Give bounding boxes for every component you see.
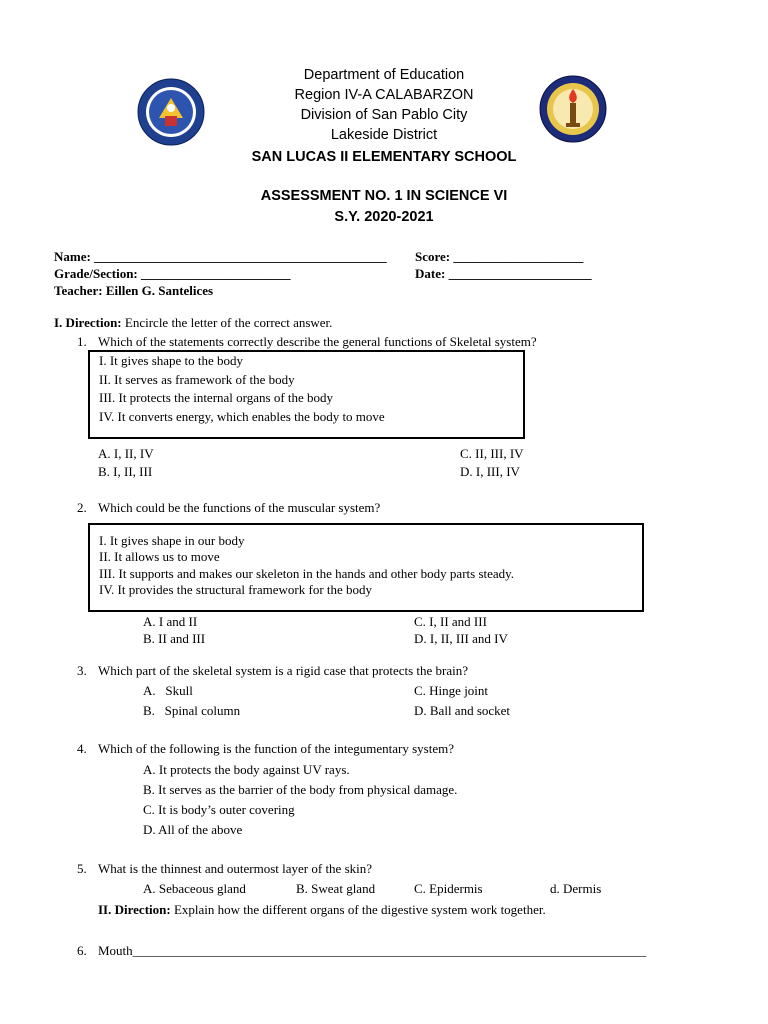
q6-number: 6. — [77, 943, 87, 958]
q3-choice-c: C. Hinge joint — [414, 683, 489, 698]
q4-choice-d: D. All of the above — [143, 822, 243, 837]
name-field: Name: _____________________________________________ — [54, 249, 387, 264]
q1-statement: IV. It converts energy, which enables the body to move — [99, 409, 385, 424]
q3-number: 3. — [77, 663, 87, 678]
q1-statement: III. It protects the internal organs of the body — [99, 390, 334, 405]
q1-choice-a: A. I, II, IV — [98, 446, 154, 461]
q2-choice-b: B. II and III — [143, 631, 206, 646]
q5-number: 5. — [77, 861, 87, 876]
q4-number: 4. — [77, 741, 87, 756]
header-school: SAN LUCAS II ELEMENTARY SCHOOL — [251, 149, 517, 165]
teacher-field: Teacher: Eillen G. Santelices — [54, 283, 214, 298]
q1-choice-d: D. I, III, IV — [460, 464, 520, 479]
header-region: Region IV-A CALABARZON — [294, 87, 474, 103]
part2-text: Explain how the different organs of the digestive system work together. — [170, 902, 546, 917]
part2-direction — [98, 902, 546, 918]
q3-choice-d: D. Ball and socket — [414, 703, 511, 718]
q2-statement: I. It gives shape in our body — [99, 533, 245, 548]
q1-statement: II. It serves as framework of the body — [99, 372, 295, 387]
part2-label: II. Direction: — [98, 902, 171, 917]
q2-text: Which could be the functions of the muscular system? — [98, 500, 381, 515]
q1-choice-c: C. II, III, IV — [460, 446, 524, 461]
q2-choice-d: D. I, II, III and IV — [414, 631, 508, 646]
part1-text: Encircle the letter of the correct answer. — [121, 315, 333, 330]
q5-text: What is the thinnest and outermost layer of the skin? — [98, 861, 373, 876]
q6-answer-line: Mouth_______________________________________________________________________________ — [98, 943, 647, 958]
q2-number: 2. — [77, 500, 87, 515]
score-field: Score: ____________________ — [415, 249, 584, 264]
grade-section-field: Grade/Section: _______________________ — [54, 266, 291, 281]
school-year: S.Y. 2020-2021 — [334, 209, 434, 225]
q3-choice-a: A. Skull — [143, 683, 193, 698]
header-district: Lakeside District — [330, 127, 438, 143]
q5-choice-c: C. Epidermis — [414, 881, 483, 896]
q4-text: Which of the following is the function of the integumentary system? — [98, 741, 454, 756]
q1-statement: I. It gives shape to the body — [99, 353, 244, 368]
q3-choice-b: B. Spinal column — [143, 703, 241, 718]
date-field: Date: ______________________ — [415, 266, 592, 281]
q2-statement: IV. It provides the structural framework for the body — [99, 582, 373, 597]
q5-choice-a: A. Sebaceous gland — [143, 881, 246, 896]
q2-statement: II. It allows us to move — [99, 549, 220, 564]
q3-text: Which part of the skeletal system is a rigid case that protects the brain? — [98, 663, 469, 678]
q5-choice-d: d. Dermis — [550, 881, 602, 896]
header-division: Division of San Pablo City — [300, 107, 468, 123]
q4-choice-a: A. It protects the body against UV rays. — [143, 762, 350, 777]
q1-choice-b: B. I, II, III — [98, 464, 153, 479]
q2-choice-c: C. I, II and III — [414, 614, 487, 629]
q1-text: Which of the statements correctly describe the general functions of Skeletal system? — [98, 334, 537, 349]
header-department: Department of Education — [303, 67, 465, 83]
q2-statement: III. It supports and makes our skeleton in the hands and other body parts steady. — [99, 566, 515, 581]
q5-choice-b: B. Sweat gland — [296, 881, 376, 896]
q1-number: 1. — [77, 334, 87, 349]
assessment-title: ASSESSMENT NO. 1 IN SCIENCE VI — [260, 188, 508, 204]
q4-choice-c: C. It is body’s outer covering — [143, 802, 295, 817]
q4-choice-b: B. It serves as the barrier of the body from physical damage. — [143, 782, 458, 797]
part1-label: I. Direction: — [54, 315, 122, 330]
part1-direction — [54, 315, 332, 331]
q2-choice-a: A. I and II — [143, 614, 198, 629]
